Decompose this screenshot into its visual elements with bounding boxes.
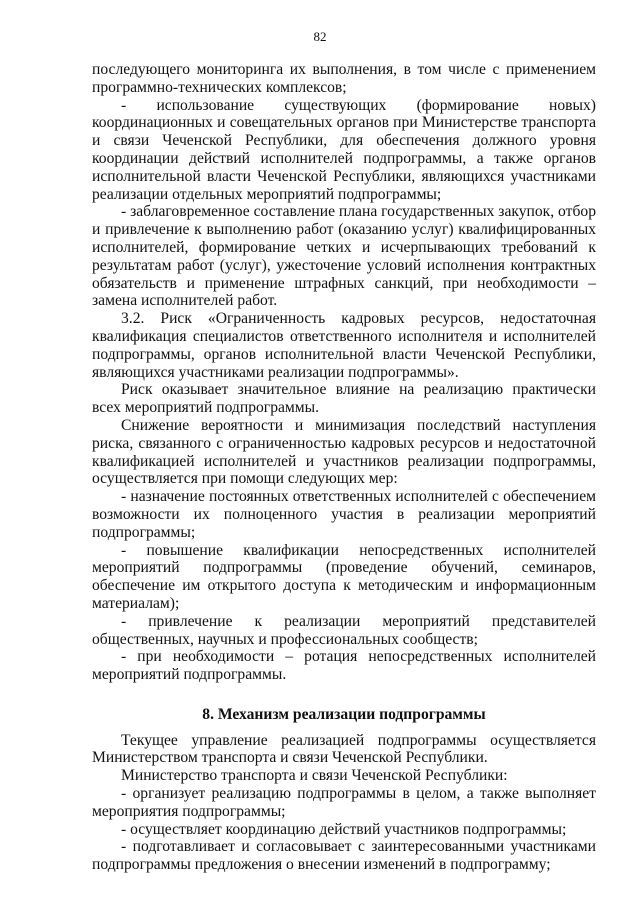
paragraph-management: Текущее управление реализацией подпрограммы осуществляется Министерством транспорта и связи Чеченской Республики. bbox=[92, 731, 596, 767]
list-item-organizes: - организует реализацию подпрограммы в целом, а также выполняет мероприятия подпрограммы; bbox=[92, 785, 596, 820]
list-item-rotation: - при необходимости – ротация непосредственных исполнителей мероприятий подпрограммы. bbox=[92, 648, 596, 684]
paragraph-risk-3-2: 3.2. Риск «Ограниченность кадровых ресурсов, недостаточная квалификация специалистов ответственного исполнителя и исполнителей подпрограммы, органов исполнительной власти Чеченской Республики, являющихся участниками реализации подпрограммы». bbox=[92, 310, 596, 381]
section-heading: 8. Механизм реализации подпрограммы bbox=[202, 705, 486, 723]
body-text bbox=[92, 61, 596, 874]
paragraph-continuation: последующего мониторинга их выполнения, в том числе с применением программно-технических комплексов; bbox=[92, 61, 596, 96]
paragraph-risk-influence: Риск оказывает значительное влияние на реализацию практически всех мероприятий подпрограммы. bbox=[92, 381, 596, 417]
page-number: 82 bbox=[313, 29, 327, 44]
list-item-qualification: - повышение квалификации непосредственных исполнителей мероприятий подпрограммы (проведение обучений, семинаров, обеспечение им открытого доступа к методическим и информационным материалам); bbox=[92, 541, 596, 612]
list-item-coordination-bodies: - использование существующих (формирование новых) координационных и совещательных органов при Министерстве транспорта и связи Чеченской Республики, для обеспечения должного уровня координации действий исполнителей подпрограммы, а также органов исполнительной власти Чеченской Республики, являющихся участниками реализации отдельных мероприятий подпрограммы; bbox=[92, 96, 596, 203]
list-item-communities: - привлечение к реализации мероприятий представителей общественных, научных и профессиональных сообществ; bbox=[92, 612, 596, 648]
list-item-coordinates: - осуществляет координацию действий участников подпрограммы; bbox=[121, 820, 567, 838]
list-item-prepares: - подготавливает и согласовывает с заинтересованными участниками подпрограммы предложения о внесении изменений в подпрограмму; bbox=[92, 838, 596, 874]
paragraph-risk-mitigation: Снижение вероятности и минимизация последствий наступления риска, связанного с ограниченностью кадровых ресурсов и недостаточной квалификацией исполнителей и участников реализации подпрограммы, осуществляется при помощи следующих мер: bbox=[92, 416, 596, 488]
paragraph-ministry: Министерство транспорта и связи Чеченской Республики: bbox=[121, 767, 508, 785]
list-item-procurement-plan: - заблаговременное составление плана государственных закупок, отбор и привлечение к выполнению работ (оказанию услуг) квалифицированных исполнителей, формирование четких и исчерпывающих требований к результатам работ (услуг), ужесточение условий исполнения контрактных обязательств и применение штрафных санкций, при необходимости – замена исполнителей работ. bbox=[92, 203, 596, 310]
list-item-responsible-executors: - назначение постоянных ответственных исполнителей с обеспечением возможности их полноценного участия в реализации мероприятий подпрограммы; bbox=[92, 488, 596, 541]
